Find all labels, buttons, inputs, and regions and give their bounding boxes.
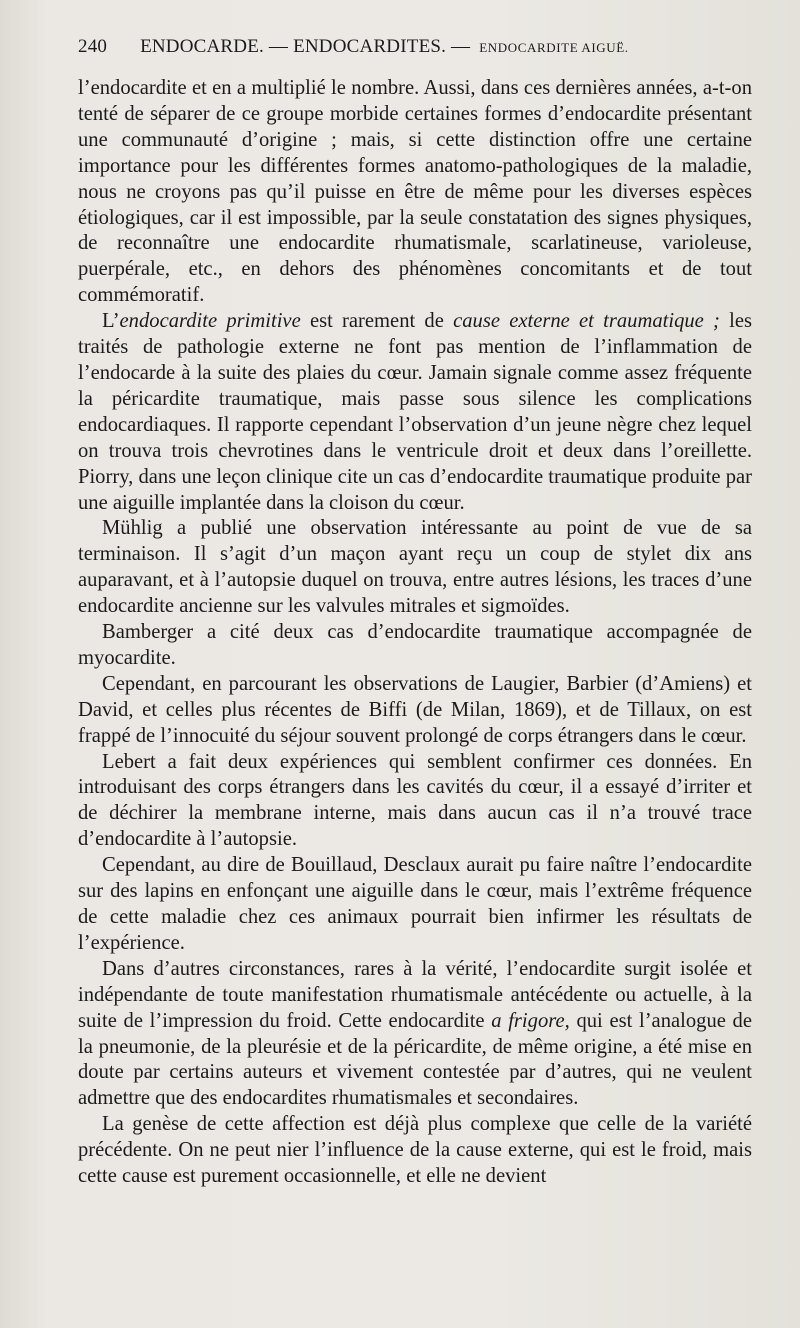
paragraph [78, 309, 752, 516]
header-title: ENDOCARDE. — ENDOCARDITES. [140, 36, 447, 57]
running-header [78, 36, 770, 58]
page-number: 240 [78, 36, 108, 57]
header-separator: — [451, 36, 471, 57]
italic-term: cause externe et traumatique ; [453, 310, 720, 333]
body-text [78, 76, 752, 1190]
header-section: ENDOCARDITE AIGUË. [479, 40, 629, 55]
italic-term: a frigore, [491, 1009, 570, 1032]
paragraph: Bamberger a cité deux cas d’endocardite traumatique accompagnée de myocardite. [78, 621, 752, 669]
paragraph [78, 957, 752, 1112]
paragraph: Mühlig a publié une observation intéressante au point de vue de sa terminaison. Il s’agit d’un maçon ayant reçu un coup de stylet dix ans auparavant, et à l’autopsie duquel on trouva, entre autres lésions, les traces d’une endocardite ancienne sur les valvules mitrales et sigmoïdes. [78, 517, 752, 618]
paragraph: Lebert a fait deux expériences qui semblent confirmer ces données. En introduisant des corps étrangers dans les cavités du cœur, il a essayé d’irriter et de déchirer la membrane interne, mais dans aucun cas il n’a trouvé trace d’endocardite à l’autopsie. [78, 750, 752, 851]
paragraph-text: les traités de pathologie externe ne font pas mention de l’inflammation de l’endocarde à la suite des plaies du cœur. Jamain signale comme assez fréquente la péricardite traumatique, mais passe sous silence les complications endocardiaques. Il rapporte cependant l’observation d’un jeune nègre chez lequel on trouva trois chevrotines dans le ventricule droit et deux dans l’oreillette. Piorry, dans une leçon clinique cite un cas d’endocardite traumatique produite par une aiguille implantée dans la cloison du cœur. [78, 310, 752, 514]
paragraph-text: L’ [102, 310, 120, 333]
paragraph-text: qui est l’analogue de la pneumonie, de la pleurésie et de la péricardite, de même origine, a été mise en doute par certains auteurs et vivement contestée par d’autres, qui ne veulent admettre que des endocardites rhumatismales et secondaires. [78, 1009, 752, 1110]
paragraph: l’endocardite et en a multiplié le nombre. Aussi, dans ces dernières années, a-t-on tenté de séparer de ce groupe morbide certaines formes d’endocardite présentant une communauté d’origine ; mais, si cette distinction offre une certaine importance pour les différentes formes anatomo-pathologiques de la maladie, nous ne croyons pas qu’il puisse en être de même pour les diverses espèces étiologiques, car il est impossible, par la seule constatation des signes physiques, de reconnaître une endocardite rhumatismale, scarlatineuse, varioleuse, puerpérale, etc., en dehors des phénomènes concomitants et de tout commémoratif. [78, 77, 752, 307]
paragraph: Cependant, au dire de Bouillaud, Desclaux aurait pu faire naître l’endocardite sur des lapins en enfonçant une aiguille dans le cœur, mais l’extrême fréquence de cette maladie chez ces animaux pourrait bien infirmer les résultats de l’expérience. [78, 854, 752, 954]
paragraph: Cependant, en parcourant les observations de Laugier, Barbier (d’Amiens) et David, et celles plus récentes de Biffi (de Milan, 1869), et de Tillaux, on est frappé de l’innocuité du séjour souvent prolongé de corps étrangers dans le cœur. [78, 672, 752, 747]
paragraph: La genèse de cette affection est déjà plus complexe que celle de la variété précédente. On ne peut nier l’influence de la cause externe, qui est le froid, mais cette cause est purement occasionnelle, et elle ne devient [78, 1113, 752, 1188]
paragraph-text: Dans d’autres circonstances, rares à la vérité, l’endocardite surgit isolée et indépendante de toute manifestation rhumatismale antécédente ou actuelle, à la suite de l’impression du froid. Cette endocardite [78, 957, 752, 1032]
italic-term: endocardite primitive [119, 310, 301, 333]
paragraph-text: est rarement de [300, 310, 454, 333]
